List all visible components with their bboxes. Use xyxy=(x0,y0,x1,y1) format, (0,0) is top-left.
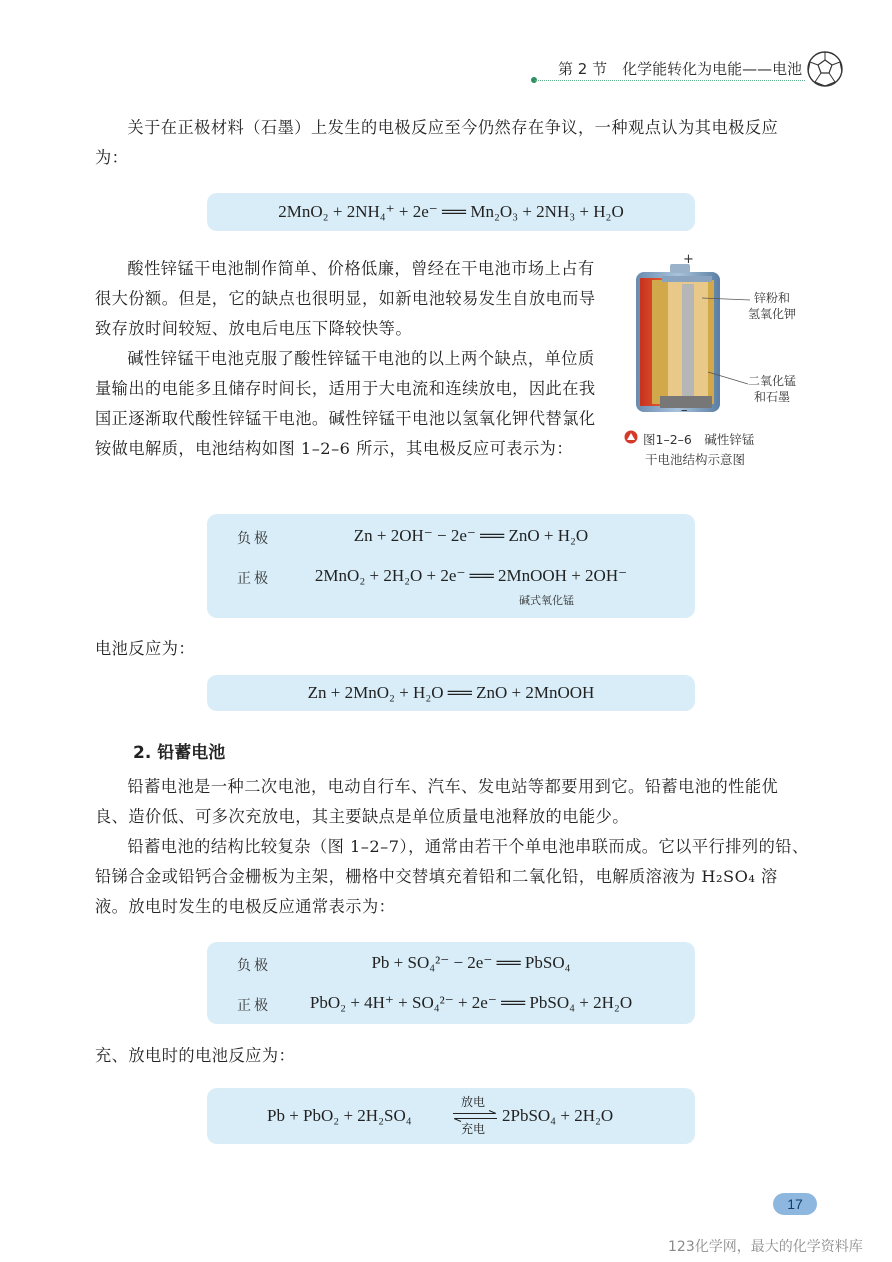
charge-discharge-label-block xyxy=(95,1041,810,1071)
equation-box-1 xyxy=(207,193,695,231)
negative-terminal-mark: – xyxy=(681,403,688,418)
figure-marker-icon xyxy=(624,430,638,444)
charge-discharge-label: 充、放电时的电池反应为： xyxy=(95,1046,296,1065)
header-divider xyxy=(535,80,805,81)
positive-electrode-label: 正极 xyxy=(237,571,271,587)
label-mno2-graphite xyxy=(748,373,796,405)
watermark: 123化学网，最大的化学资料库 xyxy=(668,1239,863,1255)
label-zinc-koh xyxy=(748,290,796,322)
figure-caption-line2: 干电池结构示意图 xyxy=(645,452,746,467)
section-heading-lead-battery: 2. 铅蓄电池 xyxy=(133,743,226,763)
lead-battery-text-1: 铅蓄电池是一种二次电池，电动自行车、汽车、发电站等都要用到它。铅蓄电池的性能优良、造价低、可多次充放电，其主要缺点是单位质量电池释放的电能少。 xyxy=(95,777,779,826)
positive-electrode-equation: 2MnO₂ + 2H₂O + 2e⁻ ══ 2MnOOH + 2OH⁻ xyxy=(314,566,628,585)
alkaline-battery-text: 碱性锌锰干电池克服了酸性锌锰干电池的以上两个缺点，单位质量输出的电能多且储存时间长，适用于大电流和连续放电，因此在我国正逐渐取代酸性锌锰干电池。碱性锌锰干电池以氢氧化钾代替氯化铵做电解质，电池结构如图 1–2–6 所示，其电极反应可表示为： xyxy=(95,349,596,458)
alkaline-total-box xyxy=(207,675,695,711)
label-zinc-koh-line1: 锌粉和 xyxy=(754,291,791,305)
alkaline-total-equation: Zn + 2MnO₂ + H₂O ══ ZnO + 2MnOOH xyxy=(307,683,595,702)
equation-1: 2MnO₂ + 2NH₄⁺ + 2e⁻ ══ Mn₂O₃ + 2NH₃ + H₂O xyxy=(278,202,624,221)
lead-positive-equation: PbO₂ + 4H⁺ + SO₄²⁻ + 2e⁻ ══ PbSO₄ + 2H₂O xyxy=(309,993,633,1012)
acid-battery-paragraph xyxy=(95,254,605,464)
figure-caption-line1: 图1–2–6 碱性锌锰 xyxy=(643,432,755,447)
intro-text: 关于在正极材料（石墨）上发生的电极反应至今仍然存在争议，一种观点认为其电极反应为： xyxy=(95,118,779,167)
lead-positive-label: 正极 xyxy=(237,998,271,1014)
lead-total-box xyxy=(207,1088,695,1144)
arrow-label-discharge: 放电 xyxy=(461,1095,486,1109)
cell-reaction-label-block xyxy=(95,634,810,664)
fullerene-icon xyxy=(806,50,844,88)
lead-negative-equation: Pb + SO₄²⁻ − 2e⁻ ══ PbSO₄ xyxy=(371,953,571,972)
alkaline-electrode-box xyxy=(207,514,695,618)
section-header: 第 2 节 化学能转化为电能——电池 xyxy=(558,60,803,78)
lead-negative-label: 负极 xyxy=(237,958,271,974)
page-number-badge: 17 xyxy=(773,1193,817,1215)
arrow-label-charge: 充电 xyxy=(461,1122,486,1136)
cell-reaction-label: 电池反应为： xyxy=(95,639,196,658)
lead-battery-text-2: 铅蓄电池的结构比较复杂（图 1–2–7），通常由若干个单电池串联而成。它以平行排列的铅、铅锑合金或铅钙合金栅板为主架，栅格中交替填充着铅和二氧化铅，电解质溶液为 H₂SO₄ 溶液。放电时发生的电极反应通常表示为： xyxy=(95,837,809,916)
lead-total-right: 2PbSO₄ + 2H₂O xyxy=(502,1106,614,1125)
mnooh-note: 碱式氧化锰 xyxy=(519,594,574,607)
negative-electrode-equation: Zn + 2OH⁻ − 2e⁻ ══ ZnO + H₂O xyxy=(353,526,589,545)
lead-total-left: Pb + PbO₂ + 2H₂SO₄ xyxy=(267,1106,412,1125)
acid-battery-text: 酸性锌锰干电池制作简单、价格低廉，曾经在干电池市场上占有很大份额。但是，它的缺点也很明显，如新电池较易发生自放电而导致存放时间较短、放电后电压下降较快等。 xyxy=(95,259,596,338)
label-mno2-line1: 二氧化锰 xyxy=(748,374,797,388)
lead-electrode-box xyxy=(207,942,695,1024)
label-zinc-koh-line2: 氢氧化钾 xyxy=(748,307,797,321)
negative-electrode-label: 负极 xyxy=(237,531,271,547)
intro-paragraph xyxy=(95,113,810,173)
lead-battery-paragraphs xyxy=(95,772,810,922)
positive-terminal-mark: + xyxy=(683,252,694,267)
label-mno2-line2: 和石墨 xyxy=(754,390,791,404)
